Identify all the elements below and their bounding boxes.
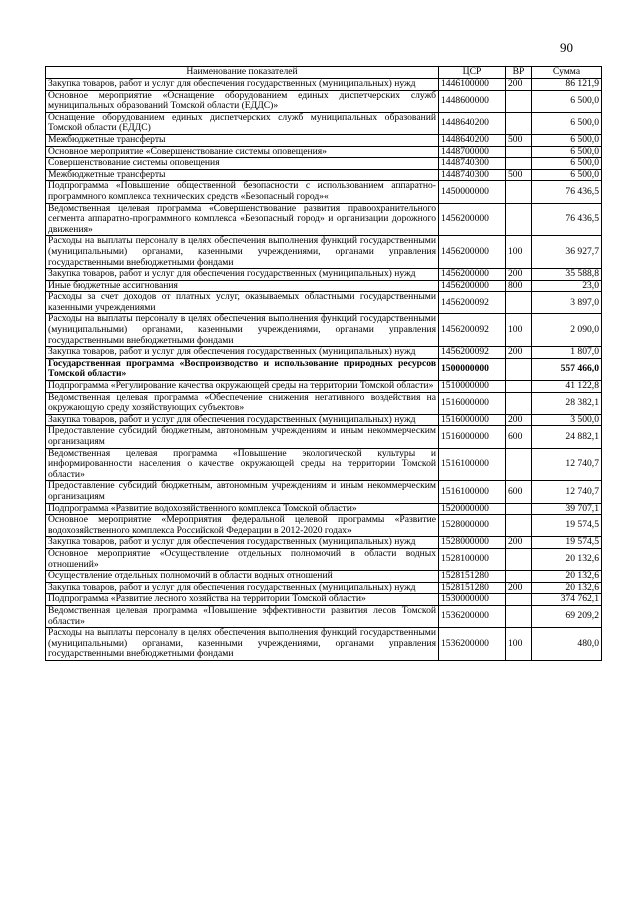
row-vr-cell: 200 — [506, 582, 532, 594]
row-name-cell: Подпрограмма «Повышение общественной безопасности с использованием аппаратно-программного комплекса технических средств «Безопасный город»« — [46, 181, 439, 203]
row-vr-cell: 200 — [506, 414, 532, 426]
row-vr-cell — [506, 181, 532, 203]
table-row — [46, 548, 602, 570]
row-sum-cell: 6 500,0 — [532, 146, 602, 158]
table-row — [46, 158, 602, 170]
row-vr-cell: 200 — [506, 537, 532, 549]
row-name-cell: Расходы на выплаты персоналу в целях обеспечения выполнения функций государственными (муниципальными) органами, казенными учреждениями, органами управления государственными внебюджетными фондами — [46, 628, 439, 661]
row-sum-cell: 76 436,5 — [532, 203, 602, 236]
row-csr-cell: 1536200000 — [439, 628, 506, 661]
row-sum-cell: 36 927,7 — [532, 236, 602, 269]
row-name-cell: Государственная программа «Воспроизводство и использование природных ресурсов Томской области» — [46, 358, 439, 380]
table-header-row — [46, 67, 602, 79]
row-vr-cell: 500 — [506, 134, 532, 146]
row-vr-cell — [506, 503, 532, 515]
row-sum-cell: 35 588,8 — [532, 269, 602, 281]
row-vr-cell — [506, 605, 532, 627]
row-name-cell: Закупка товаров, работ и услуг для обеспечения государственных (муниципальных) нужд — [46, 414, 439, 426]
row-csr-cell: 1448740300 — [439, 169, 506, 181]
row-name-cell: Расходы за счет доходов от платных услуг, оказываемых областными государственными казенными учреждениями — [46, 292, 439, 314]
row-sum-cell: 20 132,6 — [532, 582, 602, 594]
row-csr-cell: 1516100000 — [439, 448, 506, 481]
row-csr-cell: 1456200092 — [439, 314, 506, 347]
row-csr-cell: 1456200000 — [439, 280, 506, 292]
row-sum-cell: 6 500,0 — [532, 134, 602, 146]
table-row — [46, 392, 602, 414]
table-row — [46, 358, 602, 380]
row-name-cell: Закупка товаров, работ и услуг для обеспечения государственных (муниципальных) нужд — [46, 582, 439, 594]
budget-table — [45, 66, 602, 661]
table-row — [46, 292, 602, 314]
row-vr-cell — [506, 548, 532, 570]
table-row — [46, 594, 602, 606]
row-csr-cell: 1448640200 — [439, 112, 506, 134]
row-sum-cell: 374 762,1 — [532, 594, 602, 606]
row-name-cell: Оснащение оборудованием единых диспетчерских служб муниципальных образований Томской области (ЕДДС) — [46, 112, 439, 134]
table-row — [46, 582, 602, 594]
header-vr: ВР — [506, 67, 532, 79]
row-vr-cell — [506, 571, 532, 583]
row-vr-cell — [506, 515, 532, 537]
row-csr-cell: 1448600000 — [439, 90, 506, 112]
table-row — [46, 448, 602, 481]
row-name-cell: Ведомственная целевая программа «Обеспечение снижения негативного воздействия на окружающую среду хозяйствующих субъектов» — [46, 392, 439, 414]
table-row — [46, 90, 602, 112]
row-csr-cell: 1448700000 — [439, 146, 506, 158]
row-name-cell: Ведомственная целевая программа «Повышение экологической культуры и информированности населения о качестве окружающей среды на территории Томской области» — [46, 448, 439, 481]
row-vr-cell: 600 — [506, 481, 532, 503]
row-sum-cell: 86 121,9 — [532, 79, 602, 91]
table-row — [46, 79, 602, 91]
table-row — [46, 181, 602, 203]
row-csr-cell: 1456200000 — [439, 269, 506, 281]
row-vr-cell — [506, 292, 532, 314]
row-csr-cell: 1456200000 — [439, 203, 506, 236]
row-vr-cell — [506, 203, 532, 236]
row-sum-cell: 480,0 — [532, 628, 602, 661]
row-vr-cell: 800 — [506, 280, 532, 292]
row-sum-cell: 28 382,1 — [532, 392, 602, 414]
row-csr-cell: 1530000000 — [439, 594, 506, 606]
row-sum-cell: 557 466,0 — [532, 358, 602, 380]
table-row — [46, 203, 602, 236]
row-vr-cell: 100 — [506, 236, 532, 269]
row-name-cell: Расходы на выплаты персоналу в целях обеспечения выполнения функций государственными (муниципальными) органами, казенными учреждениями, органами управления государственными внебюджетными фондами — [46, 236, 439, 269]
row-sum-cell: 12 740,7 — [532, 448, 602, 481]
header-name: Наименование показателей — [46, 67, 439, 79]
row-csr-cell: 1448640200 — [439, 134, 506, 146]
row-vr-cell — [506, 146, 532, 158]
row-sum-cell: 3 897,0 — [532, 292, 602, 314]
row-name-cell: Иные бюджетные ассигнования — [46, 280, 439, 292]
row-sum-cell: 6 500,0 — [532, 112, 602, 134]
row-name-cell: Основное мероприятие «Осуществление отдельных полномочий в области водных отношений» — [46, 548, 439, 570]
row-name-cell: Закупка товаров, работ и услуг для обеспечения государственных (муниципальных) нужд — [46, 269, 439, 281]
row-name-cell: Подпрограмма «Развитие водохозяйственного комплекса Томской области» — [46, 503, 439, 515]
row-name-cell: Основное мероприятие «Мероприятия федеральной целевой программы «Развитие водохозяйственного комплекса Российской Федерации в 2012-2020 годах» — [46, 515, 439, 537]
row-name-cell: Основное мероприятие «Оснащение оборудованием единых диспетчерских служб муниципальных образований Томской области (ЕДДС)» — [46, 90, 439, 112]
table-row — [46, 269, 602, 281]
row-csr-cell: 1516000000 — [439, 414, 506, 426]
table-row — [46, 236, 602, 269]
row-sum-cell: 6 500,0 — [532, 90, 602, 112]
row-csr-cell: 1528000000 — [439, 515, 506, 537]
row-sum-cell: 12 740,7 — [532, 481, 602, 503]
table-row — [46, 280, 602, 292]
row-csr-cell: 1528000000 — [439, 537, 506, 549]
row-csr-cell: 1456200092 — [439, 292, 506, 314]
row-sum-cell: 76 436,5 — [532, 181, 602, 203]
row-csr-cell: 1456200092 — [439, 347, 506, 359]
table-row — [46, 314, 602, 347]
row-sum-cell: 6 500,0 — [532, 158, 602, 170]
row-vr-cell — [506, 448, 532, 481]
row-name-cell: Предоставление субсидий бюджетным, автономным учреждениям и иным некоммерческим организациям — [46, 481, 439, 503]
table-row — [46, 414, 602, 426]
row-csr-cell: 1516000000 — [439, 392, 506, 414]
row-vr-cell — [506, 594, 532, 606]
row-vr-cell — [506, 158, 532, 170]
table-row — [46, 515, 602, 537]
row-name-cell: Межбюджетные трансферты — [46, 134, 439, 146]
row-name-cell: Осуществление отдельных полномочий в области водных отношений — [46, 571, 439, 583]
table-row — [46, 571, 602, 583]
row-name-cell: Межбюджетные трансферты — [46, 169, 439, 181]
row-csr-cell: 1528151280 — [439, 571, 506, 583]
row-csr-cell: 1448740300 — [439, 158, 506, 170]
table-row — [46, 112, 602, 134]
table-row — [46, 481, 602, 503]
header-sum: Сумма — [532, 67, 602, 79]
row-csr-cell: 1516000000 — [439, 426, 506, 448]
row-vr-cell: 200 — [506, 269, 532, 281]
table-row — [46, 628, 602, 661]
row-name-cell: Совершенствование системы оповещения — [46, 158, 439, 170]
row-csr-cell: 1450000000 — [439, 181, 506, 203]
row-csr-cell: 1510000000 — [439, 381, 506, 393]
row-sum-cell: 2 090,0 — [532, 314, 602, 347]
row-vr-cell — [506, 381, 532, 393]
table-row — [46, 381, 602, 393]
row-csr-cell: 1500000000 — [439, 358, 506, 380]
row-sum-cell: 69 209,2 — [532, 605, 602, 627]
row-sum-cell: 19 574,5 — [532, 537, 602, 549]
table-row — [46, 347, 602, 359]
row-vr-cell: 100 — [506, 314, 532, 347]
table-row — [46, 169, 602, 181]
row-vr-cell: 500 — [506, 169, 532, 181]
table-row — [46, 134, 602, 146]
row-name-cell: Подпрограмма «Развитие лесного хозяйства на территории Томской области» — [46, 594, 439, 606]
row-name-cell: Ведомственная целевая программа «Совершенствование развития правоохранительного сегмента аппаратно-программного комплекса «Безопасный город» и организации дорожного движения» — [46, 203, 439, 236]
row-vr-cell: 100 — [506, 628, 532, 661]
table-body — [46, 79, 602, 661]
row-name-cell: Закупка товаров, работ и услуг для обеспечения государственных (муниципальных) нужд — [46, 347, 439, 359]
row-name-cell: Ведомственная целевая программа «Повышение эффективности развития лесов Томской области» — [46, 605, 439, 627]
row-csr-cell: 1516100000 — [439, 481, 506, 503]
row-sum-cell: 23,0 — [532, 280, 602, 292]
row-sum-cell: 41 122,8 — [532, 381, 602, 393]
page-number: 90 — [560, 40, 573, 55]
row-csr-cell: 1520000000 — [439, 503, 506, 515]
row-name-cell: Расходы на выплаты персоналу в целях обеспечения выполнения функций государственными (муниципальными) органами, казенными учреждениями, органами управления государственными внебюджетными фондами — [46, 314, 439, 347]
row-sum-cell: 19 574,5 — [532, 515, 602, 537]
row-sum-cell: 20 132,6 — [532, 548, 602, 570]
row-vr-cell — [506, 358, 532, 380]
header-csr: ЦСР — [439, 67, 506, 79]
row-vr-cell — [506, 90, 532, 112]
row-sum-cell: 6 500,0 — [532, 169, 602, 181]
row-vr-cell — [506, 112, 532, 134]
row-csr-cell: 1536200000 — [439, 605, 506, 627]
row-csr-cell: 1528151280 — [439, 582, 506, 594]
table-row — [46, 605, 602, 627]
row-csr-cell: 1528100000 — [439, 548, 506, 570]
row-sum-cell: 20 132,6 — [532, 571, 602, 583]
row-name-cell: Основное мероприятие «Совершенствование системы оповещения» — [46, 146, 439, 158]
table-row — [46, 146, 602, 158]
table-row — [46, 537, 602, 549]
row-name-cell: Закупка товаров, работ и услуг для обеспечения государственных (муниципальных) нужд — [46, 79, 439, 91]
row-sum-cell: 1 807,0 — [532, 347, 602, 359]
row-name-cell: Подпрограмма «Регулирование качества окружающей среды на территории Томской области» — [46, 381, 439, 393]
table-row — [46, 503, 602, 515]
row-sum-cell: 24 882,1 — [532, 426, 602, 448]
table-row — [46, 426, 602, 448]
row-vr-cell: 200 — [506, 347, 532, 359]
row-name-cell: Закупка товаров, работ и услуг для обеспечения государственных (муниципальных) нужд — [46, 537, 439, 549]
row-sum-cell: 3 500,0 — [532, 414, 602, 426]
row-csr-cell: 1456200000 — [439, 236, 506, 269]
row-vr-cell — [506, 392, 532, 414]
row-sum-cell: 39 707,1 — [532, 503, 602, 515]
row-csr-cell: 1446100000 — [439, 79, 506, 91]
row-vr-cell: 600 — [506, 426, 532, 448]
row-name-cell: Предоставление субсидий бюджетным, автономным учреждениям и иным некоммерческим организациям — [46, 426, 439, 448]
row-vr-cell: 200 — [506, 79, 532, 91]
